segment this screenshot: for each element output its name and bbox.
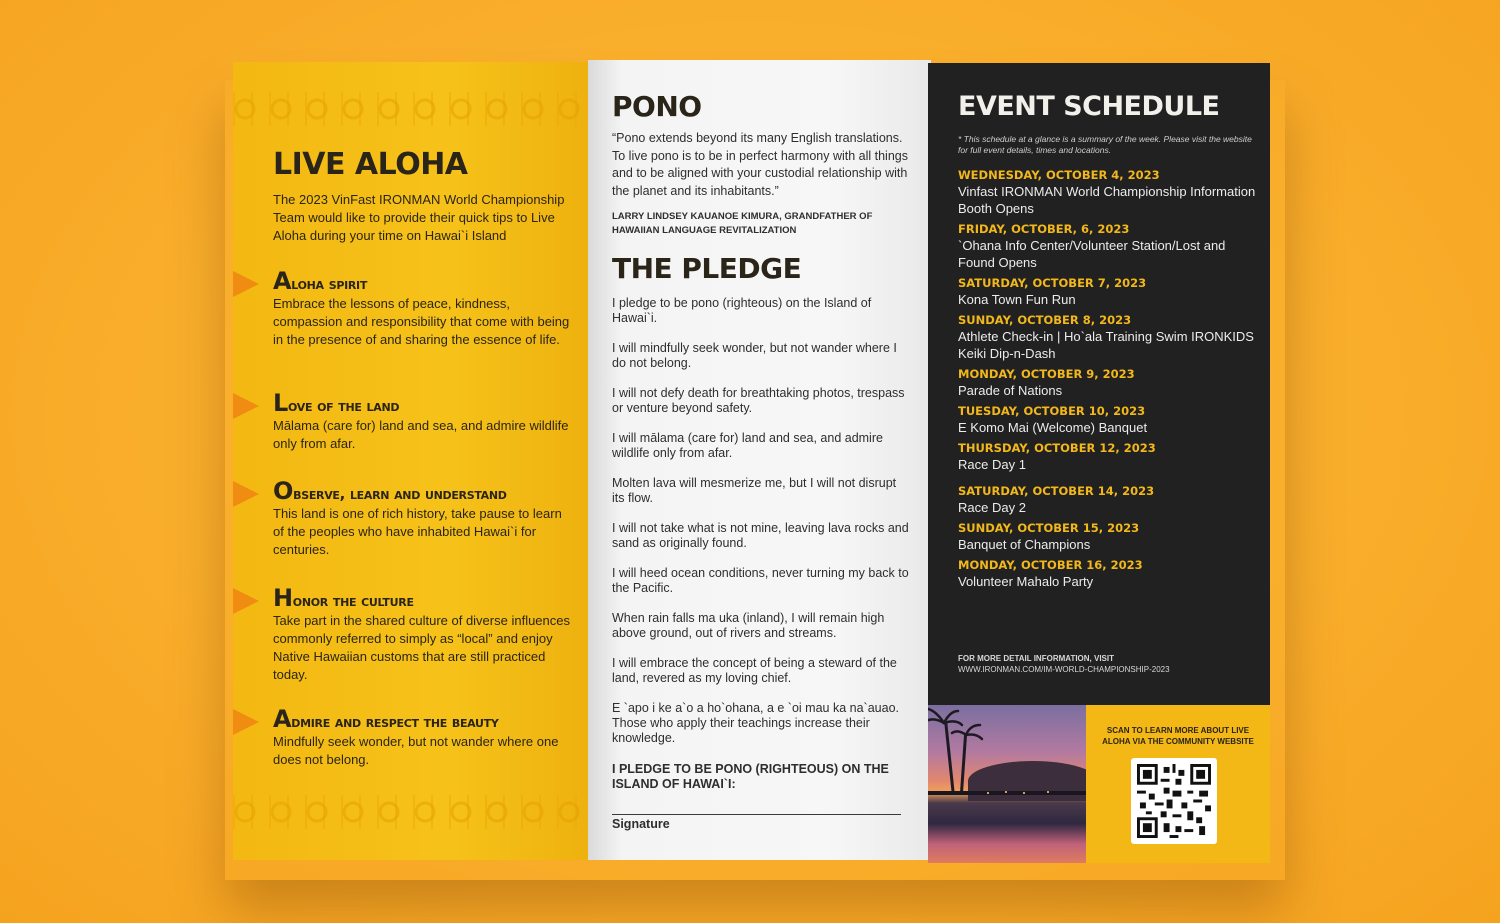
bottom-pattern: [233, 795, 591, 829]
live-aloha-intro: The 2023 VinFast IRONMAN World Championship Team would like to provide their quick tips to Live Aloha during your time on Hawai`i Island: [273, 192, 565, 243]
pledge-closing: I PLEDGE TO BE PONO (RIGHTEOUS) ON THE ISLAND OF HAWAI`I:: [612, 762, 889, 791]
tip-body: Mindfully seek wonder, but not wander where one does not belong.: [273, 734, 559, 767]
pledge-item: When rain falls ma uka (inland), I will remain high above ground, out of rivers and streams.: [612, 611, 885, 640]
pledge-item: Molten lava will mesmerize me, but I will not disrupt its flow.: [612, 476, 897, 505]
tip-observe-learn: [273, 477, 573, 559]
pledge-item: I will not defy death for breathtaking photos, trespass or venture beyond safety.: [612, 386, 905, 415]
event-list: [958, 167, 1258, 594]
sunset-photo: [928, 705, 1086, 863]
signature-label: Signature: [612, 817, 670, 831]
pledge-item: I will mindfully seek wonder, but not wander where I do not belong.: [612, 341, 897, 370]
event-date: FRIDAY, OCTOBER, 6, 2023: [958, 222, 1130, 236]
signature-line[interactable]: [612, 814, 901, 815]
event-date: SUNDAY, OCTOBER 15, 2023: [958, 521, 1140, 535]
event-desc: Kona Town Fun Run: [958, 292, 1076, 307]
scan-instructions: SCAN TO LEARN MORE ABOUT LIVE ALOHA VIA THE COMMUNITY WEBSITE: [1102, 726, 1254, 746]
event-desc: Parade of Nations: [958, 383, 1063, 398]
event-date: WEDNESDAY, OCTOBER 4, 2023: [958, 168, 1160, 182]
arrow-marker-icon: [233, 709, 259, 735]
event-date: MONDAY, OCTOBER 16, 2023: [958, 558, 1143, 572]
event-desc: Race Day 1: [958, 457, 1026, 472]
pledge-item: I will heed ocean conditions, never turning my back to the Pacific.: [612, 566, 909, 595]
pledge-title: THE PLEDGE: [612, 252, 802, 285]
event-schedule-title: EVENT SCHEDULE: [958, 91, 1220, 122]
tip-honor-the-culture: [273, 584, 573, 684]
schedule-note: * This schedule at a glance is a summary of the week. Please visit the website for full event details, times and locations.: [958, 134, 1252, 155]
tip-title: Aloha spirit: [273, 267, 368, 295]
qr-code[interactable]: [1131, 758, 1217, 844]
event-desc: `Ohana Info Center/Volunteer Station/Lost and Found Opens: [958, 238, 1226, 270]
more-info-url[interactable]: WWW.IRONMAN.COM/IM-WORLD-CHAMPIONSHIP-2023: [958, 665, 1170, 674]
qr-code-icon: [1137, 764, 1211, 838]
event-date: TUESDAY, OCTOBER 10, 2023: [958, 404, 1146, 418]
event-item: [958, 557, 1258, 590]
arrow-marker-icon: [233, 271, 259, 297]
pono-panel: [588, 60, 931, 860]
event-item: [958, 366, 1258, 399]
live-aloha-title: LIVE ALOHA: [273, 147, 468, 182]
event-item: [958, 483, 1258, 516]
event-schedule-panel: [928, 63, 1270, 863]
pledge-item: I will mālama (care for) land and sea, and admire wildlife only from afar.: [612, 431, 883, 460]
event-date: THURSDAY, OCTOBER 12, 2023: [958, 441, 1156, 455]
event-item: [958, 275, 1258, 308]
pledge-item: I will embrace the concept of being a steward of the land, revered as my loving chief.: [612, 656, 897, 685]
event-item: [958, 520, 1258, 553]
top-pattern: [233, 92, 591, 126]
tip-title: Honor the culture: [273, 584, 414, 612]
arrow-marker-icon: [233, 481, 259, 507]
quote-attribution: LARRY LINDSEY KAUANOE KIMURA, GRANDFATHER OF HAWAIIAN LANGUAGE REVITALIZATION: [612, 211, 873, 236]
event-desc: Banquet of Champions: [958, 537, 1091, 552]
tip-body: Mālama (care for) land and sea, and admire wildlife only from afar.: [273, 418, 569, 451]
tip-admire-beauty: [273, 705, 573, 769]
event-desc: Race Day 2: [958, 500, 1026, 515]
live-aloha-panel: [233, 62, 591, 860]
pono-title: PONO: [612, 90, 702, 123]
event-item: [958, 403, 1258, 436]
event-item: [958, 167, 1258, 217]
event-item: [958, 221, 1258, 271]
tip-title: Observe, learn and understand: [273, 477, 507, 505]
event-desc: Volunteer Mahalo Party: [958, 574, 1094, 589]
pledge-item: E `apo i ke a`o a ho`ohana, a e `oi mau ka na`auao. Those who apply their teachings increase their knowledge.: [612, 701, 899, 745]
event-desc: Athlete Check-in | Ho`ala Training Swim IRONKIDS Keiki Dip-n-Dash: [958, 329, 1254, 361]
arrow-marker-icon: [233, 588, 259, 614]
pono-quote: “Pono extends beyond its many English translations. To live pono is to be in perfect harmony with all things and to be aligned with your custodial relationship with the planet and its inhabitants.”: [612, 131, 908, 198]
event-desc: Vinfast IRONMAN World Championship Information Booth Opens: [958, 184, 1256, 216]
event-item: [958, 440, 1258, 473]
event-date: SATURDAY, OCTOBER 7, 2023: [958, 276, 1147, 290]
tip-body: This land is one of rich history, take pause to learn of the peoples who have inhabited Hawai`i for centuries.: [273, 506, 562, 557]
tip-aloha-spirit: [273, 267, 573, 349]
tip-love-of-the-land: [273, 389, 573, 453]
event-desc: E Komo Mai (Welcome) Banquet: [958, 420, 1148, 435]
tip-title: Love of the land: [273, 389, 400, 417]
pledge-item: I pledge to be pono (righteous) on the Island of Hawai`i.: [612, 296, 872, 325]
palm-fronds-icon: [928, 705, 1086, 863]
qr-section: [1086, 705, 1270, 863]
more-info: [958, 653, 1170, 675]
event-item: [958, 312, 1258, 362]
tip-body: Take part in the shared culture of diverse influences commonly referred to simply as “local” and enjoy Native Hawaiian customs that are still practiced today.: [273, 613, 571, 682]
pledge-item: I will not take what is not mine, leaving lava rocks and sand as originally found.: [612, 521, 909, 550]
tip-body: Embrace the lessons of peace, kindness, compassion and responsibility that come with being in the presence of and sharing the essence of life.: [273, 296, 570, 347]
tip-title: Admire and respect the beauty: [273, 705, 499, 733]
more-info-label: FOR MORE DETAIL INFORMATION, VISIT: [958, 654, 1114, 663]
arrow-marker-icon: [233, 393, 259, 419]
event-date: SATURDAY, OCTOBER 14, 2023: [958, 484, 1155, 498]
pledge-list: [612, 296, 909, 746]
event-date: SUNDAY, OCTOBER 8, 2023: [958, 313, 1132, 327]
event-date: MONDAY, OCTOBER 9, 2023: [958, 367, 1135, 381]
